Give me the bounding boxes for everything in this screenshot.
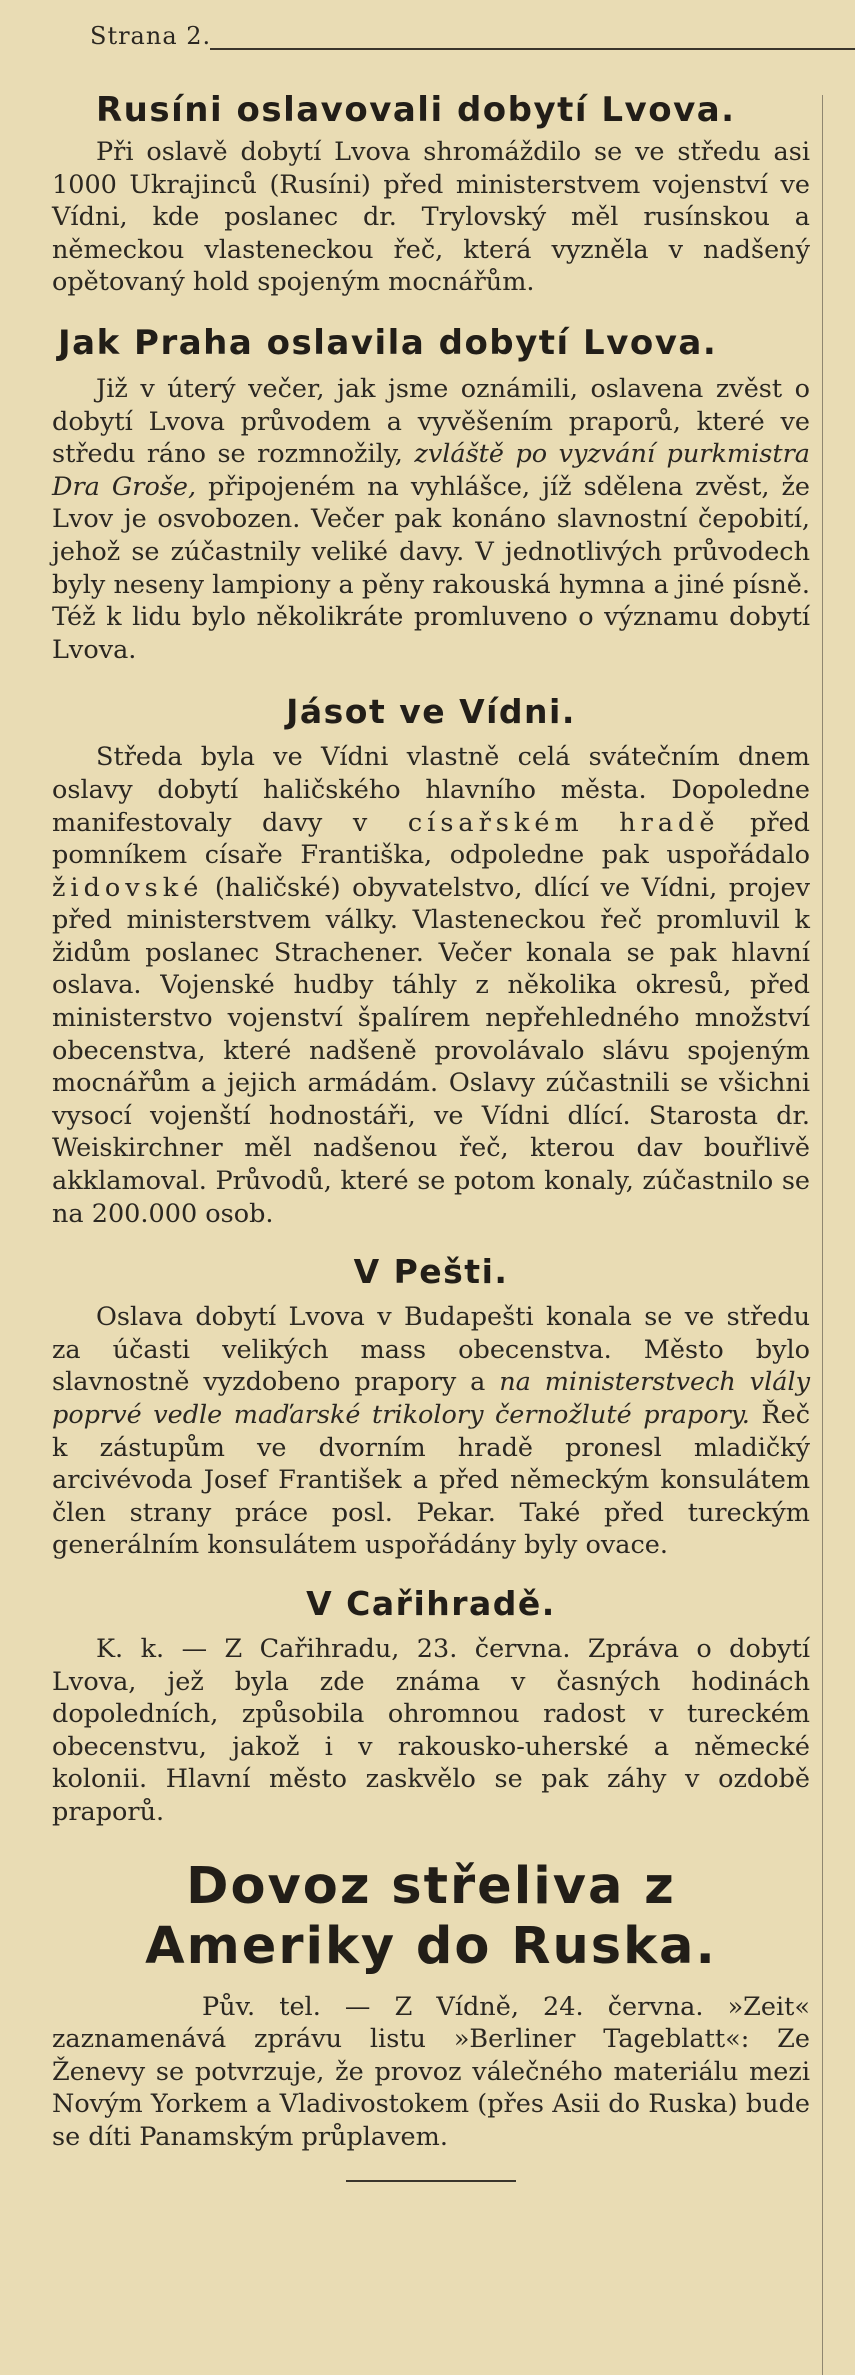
news-column (52, 88, 810, 2182)
article-heading: V Pešti. (353, 1252, 509, 1292)
body-text: Oslava dobytí Lvova v Budapešti konala se ve středu za účasti velikých mass obecenstva. Město bylo slavnostně vyzdobeno prapory a (52, 1302, 810, 1398)
body-text: Středa byla ve Vídni vlastně celá svátečním dnem oslavy dobytí haličského hlavního města. Dopoledne manifestovaly davy (52, 742, 810, 838)
header-rule (210, 48, 855, 50)
body-spaced-text: v císařském hradě (352, 807, 720, 838)
body-italic-text: na ministerstvech vlály poprvé vedle maďarské trikolory černožluté prapory. (52, 1367, 810, 1430)
article-praha (52, 323, 810, 666)
article-heading: Dovoz střeliva z Ameriky do Ruska. (145, 1856, 717, 1976)
article-heading: Jásot ve Vídni. (286, 692, 576, 732)
article-body: Při oslavě dobytí Lvova shromáždilo se ve středu asi 1000 Ukrajinců (Rusíni) před ministerstvem vojenství ve Vídni, kde poslanec dr. Trylovský měl rusínskou a německou vlasteneckou řeč, která vyzněla v nadšený opětovaný hold spojeným mocnářům. (52, 137, 810, 298)
article-body: Pův. tel. — Z Vídně, 24. června. »Zeit« zaznamenává zprávu listu »Berliner Tageblatt«: Ze Ženevy se potvrzuje, že provoz válečného materiálu mezi Novým Yorkem a Vladivostokem (přes Asii do Ruska) bude se díti Panamským průplavem. (52, 1991, 810, 2152)
article-pest (52, 1252, 810, 1562)
article-carihrad (52, 1584, 810, 1829)
column-rule (822, 95, 823, 2375)
section-divider (346, 2180, 516, 2182)
body-text: připojeném na vyhlášce, jíž sdělena zvěst, že Lvov je osvobozen. Večer pak konáno slavnostní čepobití, jehož se zúčastnily veliké davy. V jednotlivých průvodech byly neseny lampiony a pěny rakouská hymna a jiné písně. Též k lidu bylo několikráte promluveno o významu dobytí Lvova. (52, 471, 811, 665)
article-heading: Jak Praha oslavila dobytí Lvova. (58, 322, 718, 363)
body-text: před pomníkem císaře Františka, odpoledne pak uspořádalo (52, 807, 810, 871)
article-body: K. k. — Z Cařihradu, 23. června. Zpráva o dobytí Lvova, jež byla zde známa v časných hodinách dopoledních, způsobila ohromnou radost v tureckém obecenstvu, jakož i v rakousko-uherské a německé kolonii. Hlavní město zaskvělo se pak záhy v ozdobě praporů. (52, 1633, 810, 1827)
article-body (52, 373, 810, 666)
article-rusini (52, 90, 810, 299)
page-number: Strana 2. (90, 22, 212, 50)
article-heading: V Cařihradě. (306, 1583, 556, 1623)
article-body (52, 1301, 810, 1562)
article-body (52, 741, 810, 1230)
body-text: (haličské) obyvatelstvo, dlící ve Vídni, projev před ministerstvem války. Vlasteneckou řeč promluvil k židům poslanec Strachener. Večer konala se pak hlavní oslava. Vojenské hudby táhly z několika okresů, před ministerstvo vojenství špalírem nepřehledného množství obecenstva, které nadšeně provolávalo slávu spojeným mocnářům a jejich armádám. Oslavy zúčastnili se všichni vysocí vojenští hodnostáři, ve Vídni dlící. Starosta dr. Weiskirchner měl nadšenou řeč, kterou dav bouřlivě akklamoval. Průvodů, které se potom konaly, zúčastnilo se na 200.000 osob. (52, 872, 810, 1229)
article-heading: Rusíni oslavovali dobytí Lvova. (96, 90, 736, 130)
body-italic-text: zvláště po vyzvání purkmistra Dra Groše, (52, 439, 810, 502)
body-text: Řeč k zástupům ve dvorním hradě pronesl mladičký arcivévoda Josef František a před německým konsulátem člen strany práce posl. Pekar. Také před tureckým generálním konsulátem uspořádány byly ovace. (52, 1400, 811, 1561)
body-spaced-text: židovské (52, 872, 204, 903)
body-text: Již v úterý večer, jak jsme oznámili, oslavena zvěst o dobytí Lvova průvodem a vyvěšením praporů, které ve středu ráno se rozmnožily, (52, 373, 810, 470)
article-viden (52, 692, 810, 1230)
article-dovoz-streliva (52, 1857, 810, 2154)
